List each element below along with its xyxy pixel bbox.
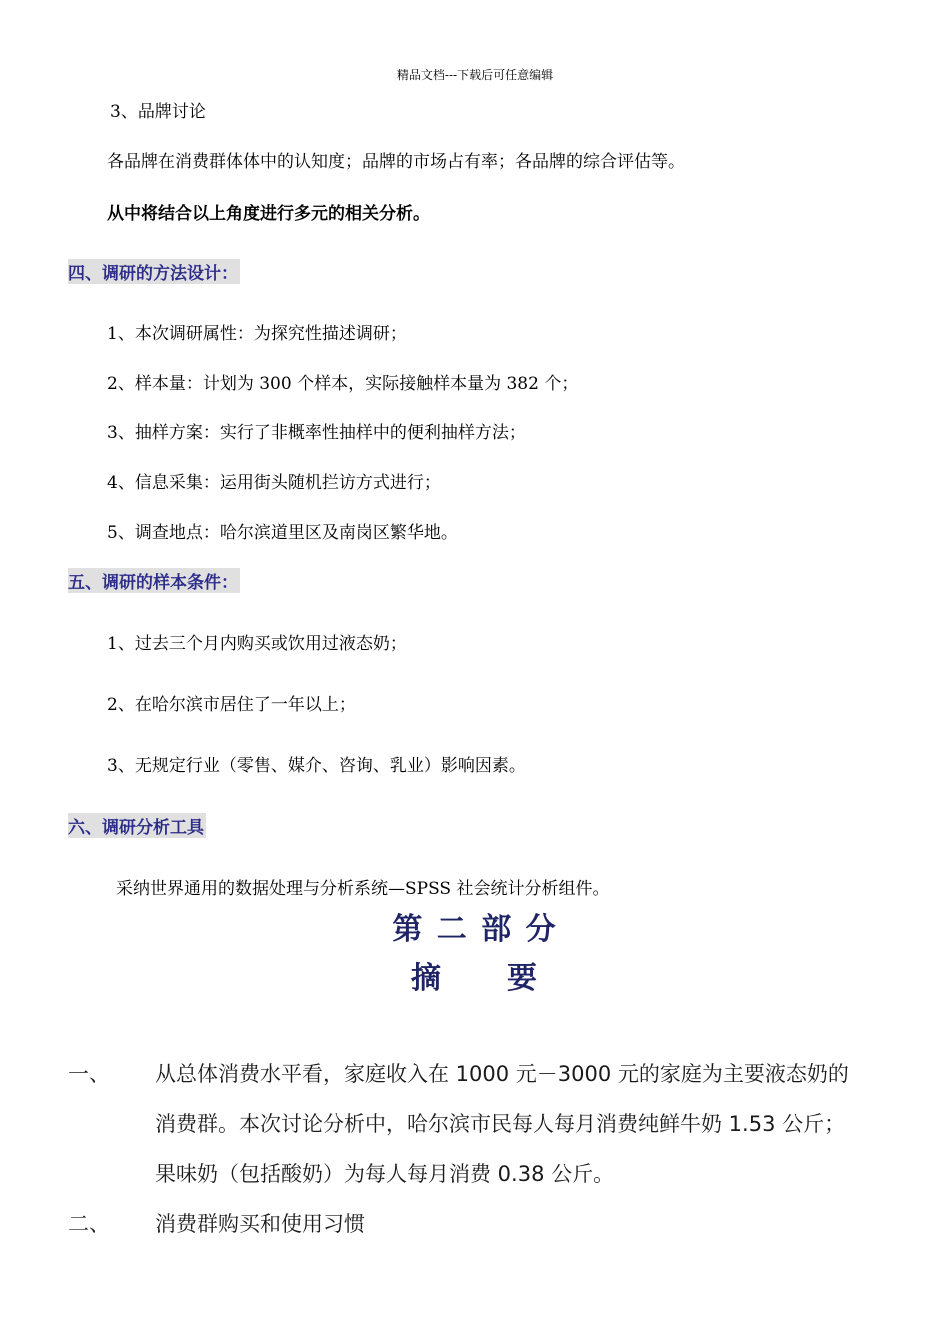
method-item: 2、样本量：计划为 300 个样本，实际接触样本量为 382 个；	[107, 374, 579, 394]
section-heading-tools: 六、调研分析工具	[68, 813, 206, 838]
summary-line: 消费群。本次讨论分析中，哈尔滨市民每人每月消费纯鲜牛奶 1.53 公斤；	[155, 1112, 846, 1136]
brand-discussion-title: 3、品牌讨论	[110, 102, 206, 122]
method-item: 4、信息采集：运用街头随机拦访方式进行；	[107, 473, 441, 493]
method-item: 3、抽样方案：实行了非概率性抽样中的便利抽样方法；	[107, 423, 526, 443]
part-two-subtitle: 摘 要	[411, 961, 539, 996]
sample-item: 2、在哈尔滨市居住了一年以上；	[107, 695, 356, 715]
section-heading-sample: 五、调研的样本条件：	[68, 568, 240, 593]
method-item: 5、调查地点：哈尔滨道里区及南岗区繁华地。	[107, 523, 458, 543]
page-header: 精品文档---下载后可任意编辑	[396, 68, 554, 82]
sample-item: 3、无规定行业（零售、媒介、咨询、乳业）影响因素。	[107, 756, 526, 776]
summary-line: 消费群购买和使用习惯	[155, 1212, 365, 1236]
analysis-conclusion: 从中将结合以上角度进行多元的相关分析。	[107, 204, 430, 224]
sample-item: 1、过去三个月内购买或饮用过液态奶；	[107, 634, 407, 654]
method-item: 1、本次调研属性：为探究性描述调研；	[107, 324, 407, 344]
tools-body: 采纳世界通用的数据处理与分析系统—SPSS 社会统计分析组件。	[116, 879, 610, 899]
summary-item-number: 二、	[68, 1212, 110, 1236]
brand-discussion-body: 各品牌在消费群体体中的认知度；品牌的市场占有率；各品牌的综合评估等。	[107, 152, 685, 172]
section-heading-method: 四、调研的方法设计：	[68, 259, 240, 284]
summary-line: 从总体消费水平看，家庭收入在 1000 元－3000 元的家庭为主要液态奶的	[155, 1062, 849, 1086]
part-two-title: 第 二 部 分	[392, 912, 558, 947]
summary-item-number: 一、	[68, 1062, 110, 1086]
summary-line: 果味奶（包括酸奶）为每人每月消费 0.38 公斤。	[155, 1162, 615, 1186]
